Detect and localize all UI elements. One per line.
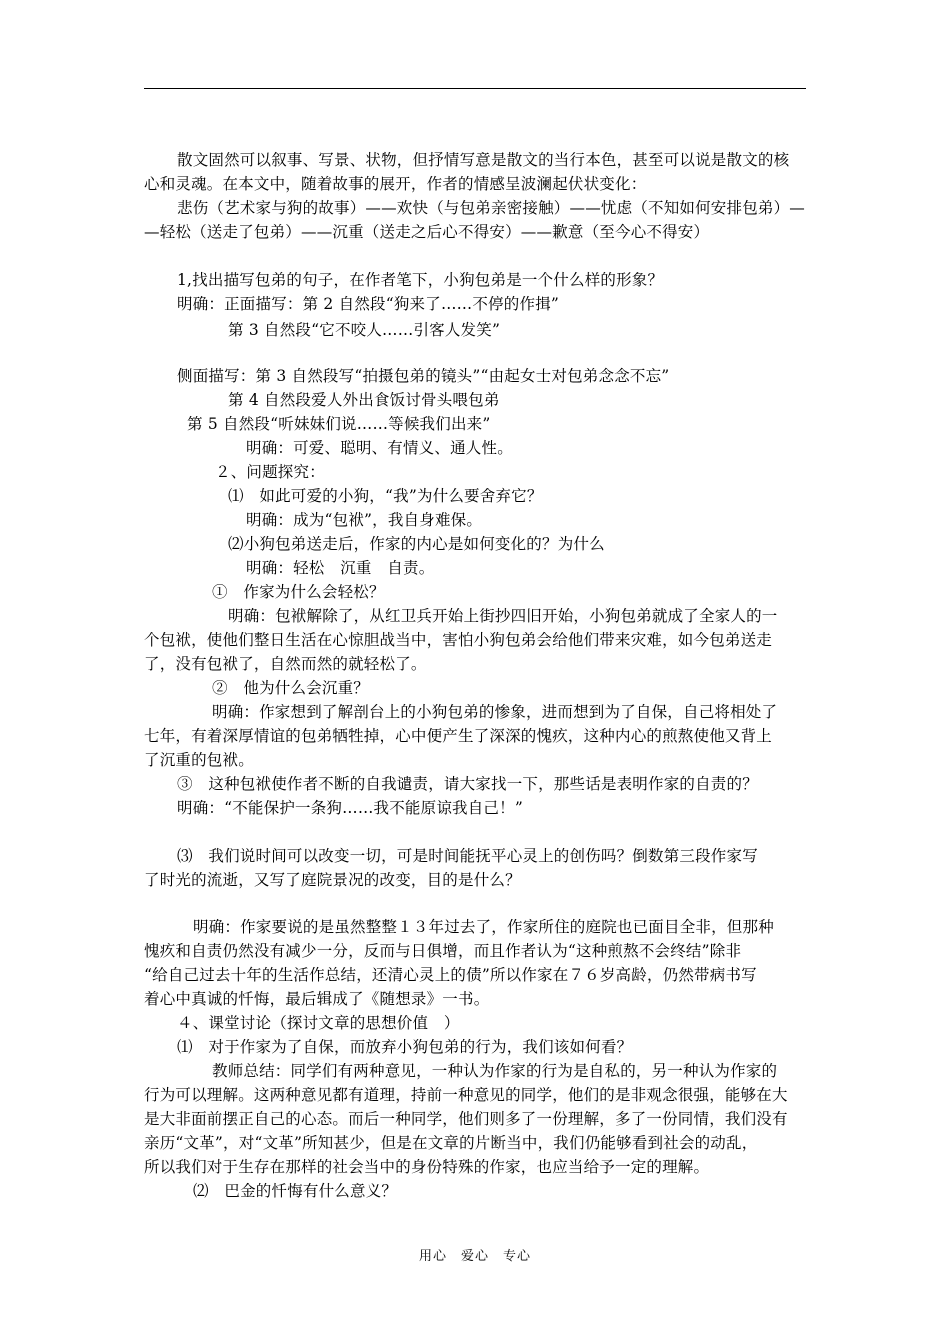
text-line: 明确：作家想到了解剖台上的小狗包弟的惨象，进而想到为了自保，自己将相处了 [212,703,778,721]
text-line: 第 3 自然段“它不咬人……引客人发笑” [228,321,501,339]
page-footer: 用心 爱心 专心 [418,1249,531,1264]
text-line: 心和灵魂。在本文中，随着故事的展开，作者的情感呈波澜起伏状变化： [144,175,647,193]
text-line: 第 5 自然段“听妹妹们说……等候我们出来” [187,415,491,433]
text-line: 明确：“不能保护一条狗……我不能原谅我自己！” [177,799,523,817]
text-line: 侧面描写：第 3 自然段写“拍摄包弟的镜头”“由起女士对包弟念念不忘” [177,367,670,385]
text-line: 所以我们对于生存在那样的社会当中的身份特殊的作家，也应当给予一定的理解。 [144,1158,710,1176]
text-line: —轻松（送走了包弟）——沉重（送走之后心不得安）——歉意（至今心不得安） [144,223,710,241]
header-rule [144,88,806,89]
text-line: 了时光的流逝，又写了庭院景况的改变，目的是什么？ [144,871,521,889]
sub-question-3: ③ 这种包袱使作者不断的自我谴责，请大家找一下，那些话是表明作家的自责的？ [177,775,758,793]
text-line: 散文固然可以叙事、写景、状物，但抒情写意是散文的当行本色，甚至可以说是散文的核 [177,151,790,169]
text-line: 行为可以理解。这两种意见都有道理，持前一种意见的同学，他们的是非观念很强，能够在大 [144,1086,788,1104]
text-line: 着心中真诚的忏悔，最后辑成了《随想录》一书。 [144,990,490,1008]
text-line: 亲历“文革”，对“文革”所知甚少，但是在文章的片断当中，我们仍能够看到社会的动乱， [144,1134,758,1152]
question-2-2: ⑵小狗包弟送走后，作家的内心是如何变化的？为什么 [228,535,605,553]
question-2-1: ⑴ 如此可爱的小狗，“我”为什么要舍弃它？ [228,487,543,505]
text-line: “给自己过去十年的生活作总结，还清心灵上的债”所以作家在７６岁高龄，仍然带病书写 [144,966,757,984]
text-line: 教师总结：同学们有两种意见，一种认为作家的行为是自私的，另一种认为作家的 [212,1062,778,1080]
text-line: 明确：包袱解除了，从红卫兵开始上街抄四旧开始，小狗包弟就成了全家人的一 [228,607,778,625]
text-line: 了，没有包袱了，自然而然的就轻松了。 [144,655,427,673]
text-line: 明确：轻松 沉重 自责。 [246,559,435,577]
sub-question-1: ① 作家为什么会轻松？ [212,583,385,601]
text-line: 明确：作家要说的是虽然整整１３年过去了，作家所住的庭院也已面目全非，但那种 [193,918,774,936]
section-heading-4: ４、课堂讨论（探讨文章的思想价值 ） [177,1014,460,1032]
text-line: 明确：正面描写：第 2 自然段“狗来了……不停的作揖” [177,295,559,313]
text-line: 第 4 自然段爱人外出食饭讨骨头喂包弟 [228,391,500,409]
question-2-3: ⑶ 我们说时间可以改变一切，可是时间能抚平心灵上的创伤吗？倒数第三段作家写 [177,847,758,865]
text-line: 明确：成为“包袱”，我自身难保。 [246,511,483,529]
question-1: 1,找出描写包弟的句子，在作者笔下，小狗包弟是一个什么样的形象？ [177,271,664,289]
text-line: 是大非面前摆正自己的心态。而后一种同学，他们则多了一份理解，多了一份同情，我们没有 [144,1110,788,1128]
text-line: 悲伤（艺术家与狗的故事）——欢快（与包弟亲密接触）——忧虑（不知如何安排包弟）— [177,199,806,217]
question-4-2: ⑵ 巴金的忏悔有什么意义？ [193,1182,398,1200]
text-line: 愧疚和自责仍然没有减少一分，反而与日俱增，而且作者认为“这种煎熬不会终结”除非 [144,942,742,960]
text-line: 个包袱，使他们整日生活在心惊胆战当中，害怕小狗包弟会给他们带来灾难，如今包弟送走 [144,631,773,649]
sub-question-2: ② 他为什么会沉重？ [212,679,370,697]
section-heading-2: ２、问题探究： [215,463,325,481]
text-line: 七年，有着深厚情谊的包弟牺牲掉，心中便产生了深深的愧疚，这种内心的煎熬使他又背上 [144,727,773,745]
question-4-1: ⑴ 对于作家为了自保，而放弃小狗包弟的行为，我们该如何看？ [177,1038,633,1056]
text-line: 了沉重的包袱。 [144,751,254,769]
text-line: 明确：可爱、聪明、有情义、通人性。 [246,439,513,457]
